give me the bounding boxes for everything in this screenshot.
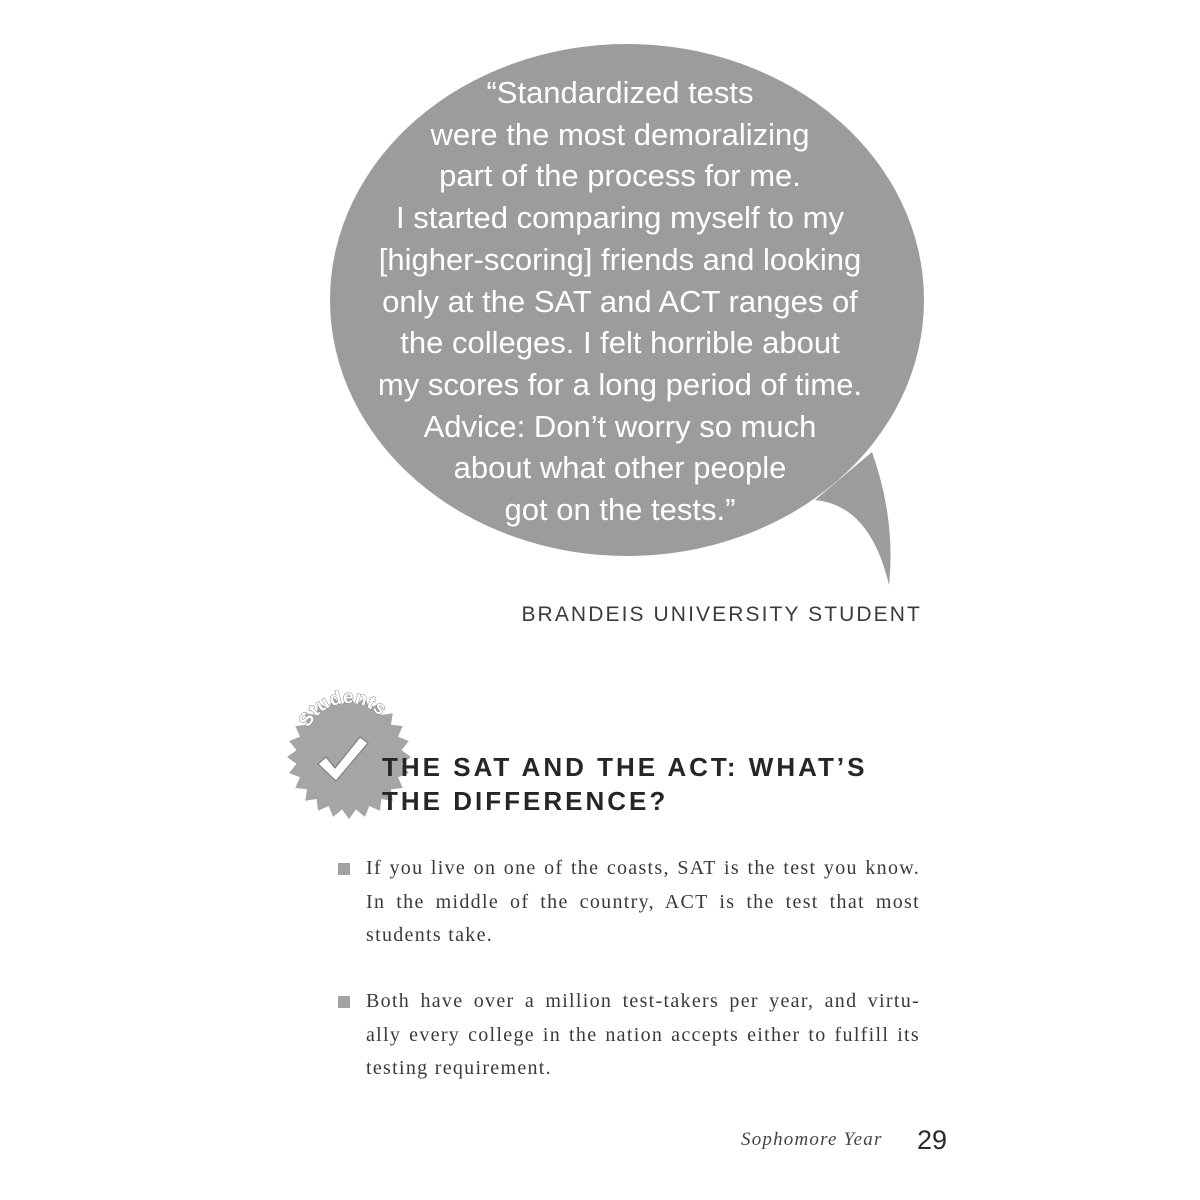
section-heading-line: THE DIFFERENCE? xyxy=(382,786,669,816)
bullet-marker xyxy=(338,863,350,875)
quote-line: part of the process for me. xyxy=(439,158,801,194)
bullet-line: students take. xyxy=(366,924,494,947)
quote-line: [higher-scoring] friends and looking xyxy=(378,241,862,277)
pull-quote xyxy=(320,72,920,531)
quote-line: got on the tests.” xyxy=(504,492,736,528)
badge-label-text: Students xyxy=(294,690,391,731)
quote-line: Advice: Don’t worry so much xyxy=(423,408,817,444)
section-heading xyxy=(382,750,867,818)
bullet-line: If you live on one of the coasts, SAT is the test you know. xyxy=(366,857,920,879)
bullet-line: ally every college in the nation accepts either to fulfill its xyxy=(366,1023,920,1046)
bullet-item xyxy=(338,985,922,1095)
bullet-text xyxy=(366,985,920,1086)
quote-line: were the most demoralizing xyxy=(430,116,810,152)
quote-line: only at the SAT and ACT ranges of xyxy=(382,283,858,319)
page-number: 29 xyxy=(917,1125,948,1155)
quote-line: about what other people xyxy=(453,450,787,486)
bullet-text xyxy=(366,852,920,953)
quote-line: I started comparing myself to my xyxy=(396,200,844,236)
bullet-line: In the middle of the country, ACT is the test that most xyxy=(366,890,920,913)
quote-attribution: BRANDEIS UNIVERSITY STUDENT xyxy=(521,603,922,626)
quote-line: the colleges. I felt horrible about xyxy=(400,325,840,361)
quote-line: my scores for a long period of time. xyxy=(377,366,863,402)
quote-line: “Standardized tests xyxy=(486,75,754,110)
section-heading-line: THE SAT AND THE ACT: WHAT’S xyxy=(382,752,868,782)
bullet-item xyxy=(338,852,922,962)
bullet-line: testing requirement. xyxy=(366,1057,552,1080)
bullet-line: Both have over a million test-takers per year, and virtu- xyxy=(366,990,920,1012)
running-head: Sophomore Year xyxy=(741,1129,883,1150)
bullet-marker xyxy=(338,996,350,1008)
